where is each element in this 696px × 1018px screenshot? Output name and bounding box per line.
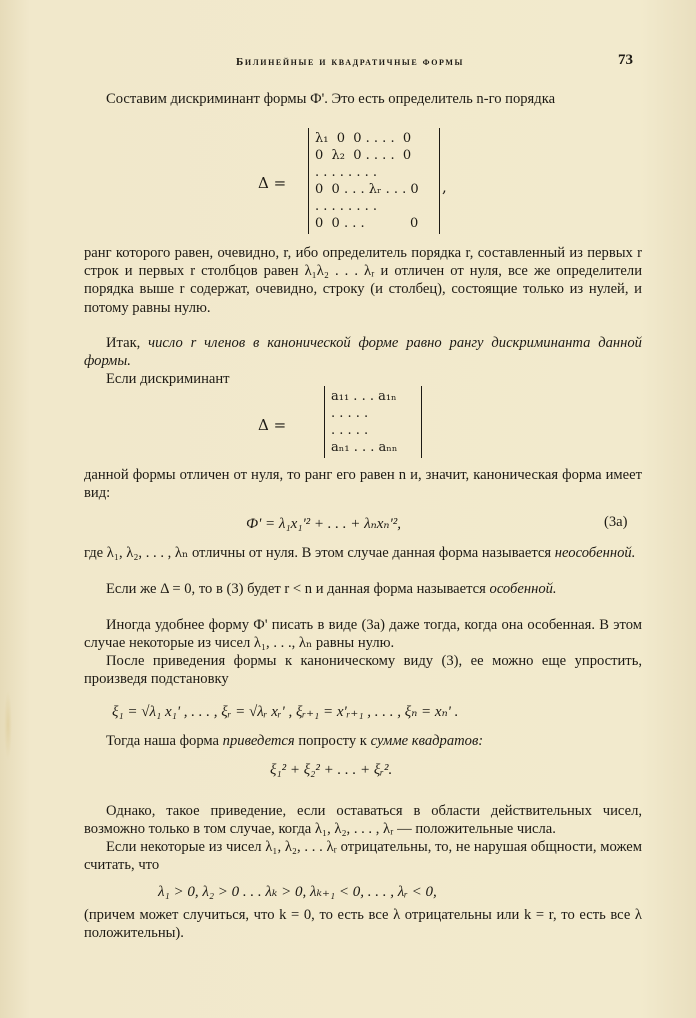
sum-of-squares-term: сумме квадратов: — [370, 733, 484, 749]
determinant-matrix — [324, 386, 422, 458]
determinant-row: . . . . . . . . — [315, 165, 377, 180]
paragraph-real-numbers: Однако, такое приведение, если оставаться в области действительных чисел, возможно только в том случае, когда λ₁, λ₂, . . . , λᵣ — положительные числа. — [84, 803, 642, 838]
paragraph-conclusion — [84, 334, 642, 370]
paragraph-reduces — [84, 732, 642, 750]
page-number: 73 — [618, 52, 633, 68]
conclusion-theorem: число r членов в канонической форме равно рангу дискриминанта данной формы. — [84, 335, 642, 370]
paragraph-rank-explanation: ранг которого равен, очевидно, r, ибо определитель порядка r, составленный из первых r строк и первых r столбцов равен λ₁λ₂ . . . λᵣ и отличен от нуля, все же определители порядка выше r содержат, очевидно, строку (и столбец), состоящие только из нулей, и потому равны нулю. — [84, 245, 642, 316]
paragraph-if-discriminant: Если дискриминант — [106, 371, 230, 387]
paragraph-singular — [84, 580, 642, 598]
nonsingular-text: где λ₁, λ₂, . . . , λₙ отличны от нуля. В этом случае данная форма называется — [84, 545, 552, 561]
determinant-label: Δ = — [258, 416, 287, 434]
determinant-row: . . . . . . . . — [315, 199, 377, 214]
paragraph-discriminant-intro: Составим дискриминант формы Ф'. Это есть определитель n-го порядка — [106, 91, 556, 107]
determinant-row: . . . . . — [331, 423, 369, 438]
running-head: Билинейные и квадратичные формы — [236, 56, 464, 68]
equation-substitution: ξ₁ = √λ₁ x₁' , . . . , ξᵣ = √λᵣ xᵣ' , ξᵣ₊₁ = x'ᵣ₊₁ , . . . , ξₙ = xₙ' . — [112, 704, 459, 720]
determinant-row: 0 0 . . . λᵣ . . . 0 — [315, 182, 419, 197]
determinant-row: a₁₁ . . . a₁ₙ — [331, 389, 397, 404]
paragraph-nonsingular — [84, 544, 642, 562]
determinant-row: aₙ₁ . . . aₙₙ — [331, 440, 398, 455]
equation-sum-of-squares: ξ₁² + ξ₂² + . . . + ξᵣ². — [270, 762, 393, 778]
paper-stain — [4, 690, 12, 760]
equation-number-3a: (3а) — [604, 514, 628, 530]
reduces-text-b: попросту к — [298, 733, 367, 749]
determinant-row: 0 λ₂ 0 . . . . 0 — [315, 148, 412, 163]
determinant-label: Δ = — [258, 174, 287, 192]
determinant-trailing-comma: , — [442, 178, 447, 196]
determinant-row: λ₁ 0 0 . . . . 0 — [315, 131, 412, 146]
determinant-matrix — [308, 128, 440, 234]
reduces-text-a: Тогда наша форма — [106, 733, 220, 749]
paragraph-nonzero-rank: данной формы отличен от нуля, то ранг его равен n и, значит, каноническая форма имеет вид: — [84, 467, 642, 502]
paragraph-remark: (причем может случиться, что k = 0, то есть все λ отрицательны или k = r, то есть все λ положительны). — [84, 907, 642, 942]
equation-inequalities: λ₁ > 0, λ₂ > 0 . . . λₖ > 0, λₖ₊₁ < 0, . . . , λᵣ < 0, — [158, 884, 437, 900]
paragraph-negative: Если некоторые из чисел λ₁, λ₂, . . . λᵣ отрицательны, то, не нарушая общности, можем считать, что — [84, 839, 642, 874]
singular-term: особенной. — [489, 581, 557, 597]
determinant-row: . . . . . — [331, 406, 369, 421]
reduces-term: приведется — [222, 733, 295, 749]
page-header — [0, 52, 696, 74]
equation-3a: Ф' = λ₁x₁'² + . . . + λₙxₙ'², — [246, 516, 401, 532]
nonsingular-term: неособенной. — [554, 545, 636, 561]
paragraph-sometimes: Иногда удобнее форму Ф' писать в виде (3а) даже тогда, когда она особенная. В этом случае некоторые из чисел λ₁, . . ., λₙ равны нулю. — [84, 617, 642, 652]
singular-text: Если же Δ = 0, то в (3) будет r < n и данная форма называется — [106, 581, 486, 597]
paragraph-substitution: После приведения формы к каноническому виду (3), ее можно еще упростить, произведя подстановку — [84, 653, 642, 688]
determinant-row: 0 0 . . . 0 — [315, 216, 419, 231]
conclusion-prefix: Итак, — [106, 335, 141, 351]
